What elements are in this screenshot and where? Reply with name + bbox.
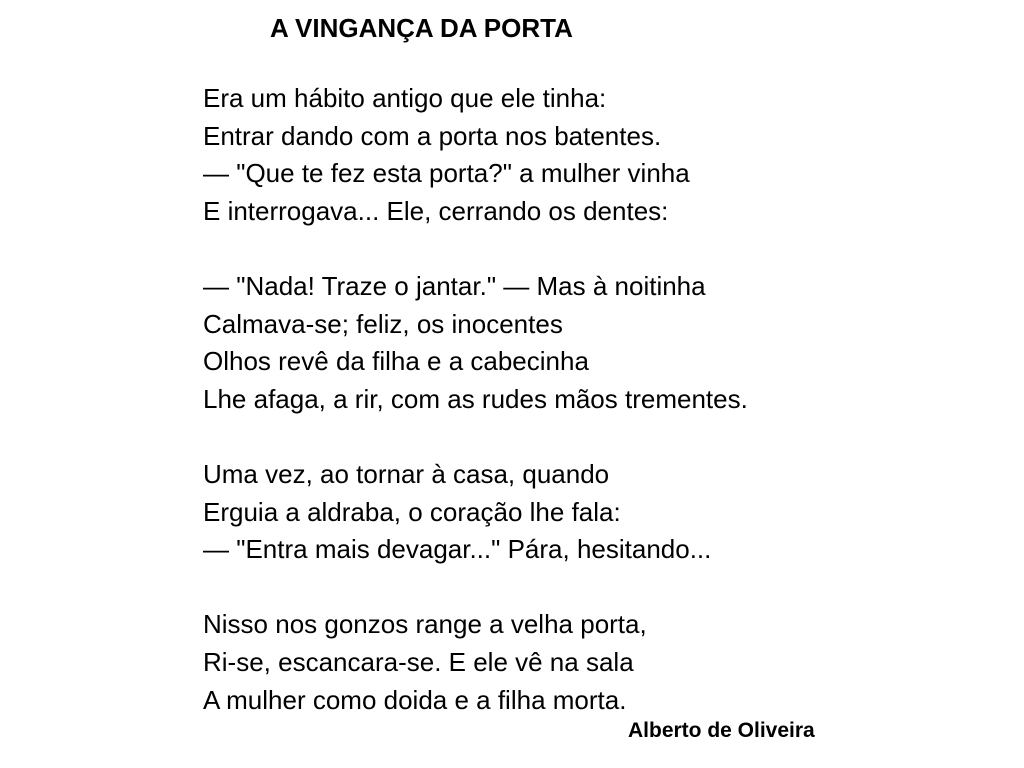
author-credit: Alberto de Oliveira bbox=[628, 719, 815, 742]
stanza-2 bbox=[203, 268, 748, 418]
poem-line: — "Que te fez esta porta?" a mulher vinha bbox=[203, 158, 690, 189]
stanza-3 bbox=[203, 456, 748, 569]
poem-line: Era um hábito antigo que ele tinha: bbox=[203, 83, 607, 113]
poem-line: E interrogava... Ele, cerrando os dentes: bbox=[203, 195, 669, 226]
poem-line: Lhe afaga, a rir, com as rudes mãos trementes. bbox=[203, 383, 748, 414]
poem-line: Ri-se, escancara-se. E ele vê na sala bbox=[203, 646, 634, 677]
poem-line: Nisso nos gonzos range a velha porta, bbox=[203, 609, 647, 640]
stanza-1 bbox=[203, 80, 748, 230]
poem-line: A mulher como doida e a filha morta. bbox=[203, 684, 627, 715]
poem-line: Erguia a aldraba, o coração lhe fala: bbox=[203, 496, 621, 527]
poem-body bbox=[203, 80, 748, 719]
poem-line: — "Nada! Traze o jantar." — Mas à noitinha bbox=[203, 270, 706, 301]
poem-line: Uma vez, ao tornar à casa, quando bbox=[203, 458, 610, 489]
poem-line: Calmava-se; feliz, os inocentes bbox=[203, 308, 563, 339]
poem-line: — "Entra mais devagar..." Pára, hesitando... bbox=[203, 534, 712, 565]
poem-title: A VINGANÇA DA PORTA bbox=[270, 13, 573, 43]
poem-line: Entrar dando com a porta nos batentes. bbox=[203, 120, 662, 151]
stanza-4 bbox=[203, 606, 748, 719]
poem-line: Olhos revê da filha e a cabecinha bbox=[203, 346, 589, 377]
